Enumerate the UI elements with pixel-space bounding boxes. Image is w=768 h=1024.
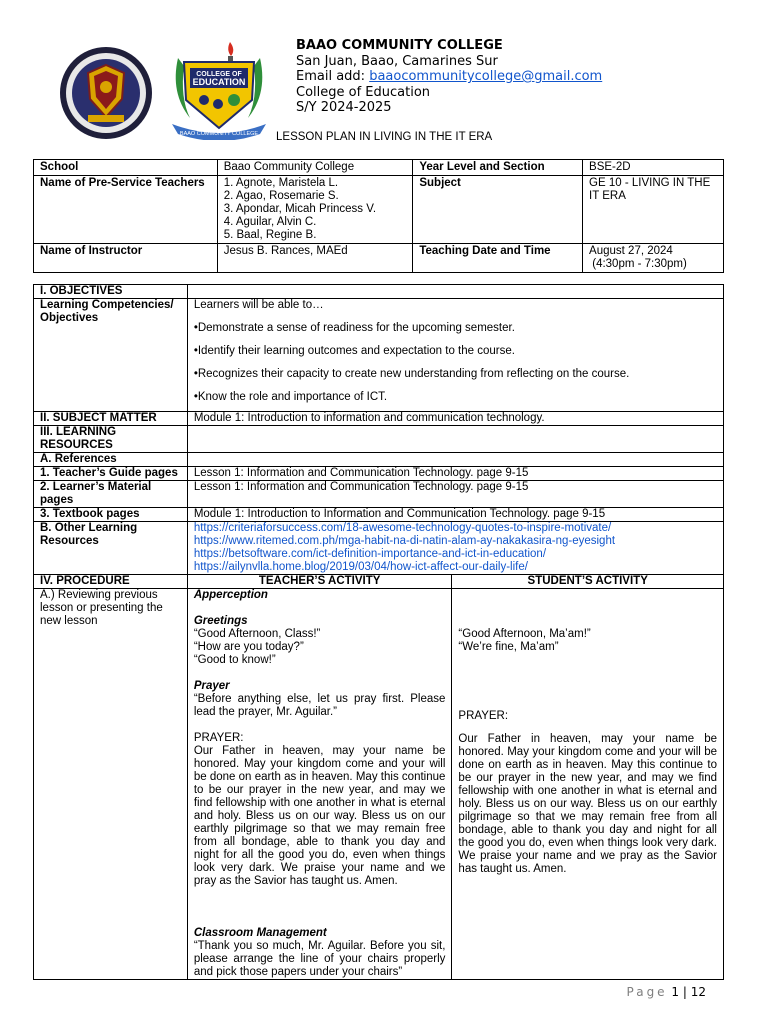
table-row (34, 299, 724, 412)
procedure-label: IV. PROCEDURE (34, 575, 188, 589)
year-label: Year Level and Section (413, 160, 583, 176)
teachers-guide-label: 1. Teacher’s Guide pages (34, 467, 188, 481)
resource-link[interactable]: https://www.ritemed.com.ph/mga-habit-na-di-natin-alam-ay-nakakasira-ng-eyesight (193, 535, 616, 547)
school-value: Baao Community College (217, 160, 413, 176)
college-name: BAAO COMMUNITY COLLEGE (296, 38, 503, 53)
email-label: Email add: (296, 69, 370, 84)
classroom-management-title: Classroom Management (193, 927, 327, 939)
student-prayer-label: PRAYER: (458, 710, 509, 722)
competencies-label: Learning Competencies/ Objectives (34, 299, 188, 412)
lesson-plan-title: LESSON PLAN IN LIVING IN THE IT ERA (276, 131, 493, 143)
teachers-guide-value: Lesson 1: Information and Communication Technology. page 9-15 (187, 467, 723, 481)
teacher-greet-2: “How are you today?” (193, 641, 304, 653)
college-of-education-logo (160, 38, 278, 140)
resources-label: III. LEARNING RESOURCES (34, 426, 188, 453)
date-label: Teaching Date and Time (413, 244, 583, 273)
list-item: 2. Agao, Rosemarie S. (223, 190, 339, 202)
table-row (34, 285, 724, 299)
student-activity-cell (452, 589, 724, 980)
page-number: 1 (671, 985, 680, 999)
svg-text:BAAO COMMUNITY COLLEGE: BAAO COMMUNITY COLLEGE (179, 131, 259, 137)
instructor-value: Jesus B. Rances, MAEd (217, 244, 413, 273)
textbook-label: 3. Textbook pages (34, 508, 188, 522)
learners-material-label: 2. Learner’s Material pages (34, 481, 188, 508)
objectives-header-cell (187, 285, 723, 299)
list-item: 5. Baal, Regine B. (223, 229, 317, 241)
teacher-prayer-label: PRAYER: (193, 732, 244, 744)
department: College of Education (296, 84, 431, 100)
objectives-intro: Learners will be able to… (193, 299, 324, 311)
table-row (34, 575, 724, 589)
table-row (34, 412, 724, 426)
teacher-greet-3: “Good to know!” (193, 654, 276, 666)
teacher-greet-1: “Good Afternoon, Class!” (193, 628, 321, 640)
objectives-label: I. OBJECTIVES (34, 285, 188, 299)
textbook-value: Module 1: Introduction to Information and Communication Technology. page 9-15 (187, 508, 723, 522)
instructor-label: Name of Instructor (34, 244, 218, 273)
teacher-activity-cell (187, 589, 452, 980)
greetings-title: Greetings (193, 615, 248, 627)
other-resources-label: B. Other Learning Resources (34, 522, 188, 575)
objectives-cell (187, 299, 723, 412)
resource-link[interactable]: https://ailynvlla.home.blog/2019/03/04/how-ict-affect-our-daily-life/ (193, 561, 528, 573)
apperception-title: Apperception (193, 589, 268, 601)
table-row (34, 481, 724, 508)
email-link[interactable]: baaocommunitycollege@gmail.com (369, 69, 603, 84)
teacher-prayer-text: Our Father in heaven, may your name be honored. May your kingdom come and your will be done on earth as in heaven. May this continue to be our prayer in the new year, and may we find fellowship with one another in what is eternal and holy. Bless us on our way. Bless us on our earthly pilgrimage so that we may remain free from all bondage, able to thank you day and night for all the good you do, even when things look very dark. We praise your name and we pray as the Savior has taught us. Amen. (193, 745, 446, 887)
references-cell (187, 453, 723, 467)
prayer-title: Prayer (193, 680, 230, 692)
classroom-management-text: “Thank you so much, Mr. Aguilar. Before you sit, please arrange the line of your chairs properly and pick those papers under your chairs” (193, 940, 446, 978)
list-item: 1. Agnote, Maristela L. (223, 177, 339, 189)
lesson-plan-table (33, 284, 724, 980)
school-header (296, 38, 602, 116)
resources-cell (187, 426, 723, 453)
page-word: Page (626, 985, 668, 999)
table-row (34, 244, 724, 273)
teachers-list (217, 176, 413, 244)
time-value: (4:30pm - 7:30pm) (589, 258, 687, 270)
other-resources-links (187, 522, 723, 575)
objective-item: •Demonstrate a sense of readiness for the upcoming semester. (193, 322, 515, 334)
objective-item: •Recognizes their capacity to create new understanding from reflecting on the course. (193, 368, 630, 380)
objective-item: •Identify their learning outcomes and expectation to the course. (193, 345, 515, 357)
svg-text:COLLEGE OF: COLLEGE OF (196, 71, 242, 78)
student-activity-header: STUDENT’S ACTIVITY (452, 575, 724, 589)
table-row (34, 426, 724, 453)
svg-text:EDUCATION: EDUCATION (192, 77, 246, 87)
review-label: A.) Reviewing previous lesson or presenting the new lesson (34, 589, 188, 980)
list-item: 4. Aguilar, Alvin C. (223, 216, 317, 228)
table-row (34, 522, 724, 575)
page-separator: | (679, 985, 691, 999)
table-row (34, 160, 724, 176)
table-row (34, 467, 724, 481)
student-greet-2: “We’re fine, Ma’am” (458, 641, 559, 653)
info-table (33, 159, 724, 273)
teachers-label: Name of Pre-Service Teachers (34, 176, 218, 244)
objective-item: •Know the role and importance of ICT. (193, 391, 388, 403)
subject-matter-label: II. SUBJECT MATTER (34, 412, 188, 426)
total-pages: 12 (690, 985, 706, 999)
student-greet-1: “Good Afternoon, Ma’am!” (458, 628, 591, 640)
school-label: School (34, 160, 218, 176)
subject-label: Subject (413, 176, 583, 244)
learners-material-value: Lesson 1: Information and Communication Technology. page 9-15 (187, 481, 723, 508)
prayer-intro: “Before anything else, let us pray first. Please lead the prayer, Mr. Aguilar.” (193, 693, 446, 718)
table-row (34, 589, 724, 980)
year-value: BSE-2D (583, 160, 724, 176)
teacher-activity-header: TEACHER’S ACTIVITY (187, 575, 452, 589)
subject-matter-value: Module 1: Introduction to information and communication technology. (187, 412, 723, 426)
page-footer (627, 985, 706, 999)
subject-value: GE 10 - LIVING IN THE IT ERA (583, 176, 724, 244)
school-year: S/Y 2024-2025 (296, 100, 392, 115)
table-row (34, 508, 724, 522)
resource-link[interactable]: https://betsoftware.com/ict-definition-importance-and-ict-in-education/ (193, 548, 547, 560)
references-label: A. References (34, 453, 188, 467)
table-row (34, 176, 724, 244)
table-row (34, 453, 724, 467)
email-line (296, 69, 602, 85)
resource-link[interactable]: https://criteriaforsuccess.com/18-awesome-technology-quotes-to-inspire-motivate/ (193, 522, 612, 534)
college-address: San Juan, Baao, Camarines Sur (296, 53, 498, 69)
list-item: 3. Apondar, Micah Princess V. (223, 203, 377, 215)
date-value: August 27, 2024 (589, 245, 673, 257)
student-prayer-text: Our Father in heaven, may your name be honored. May your kingdom come and your will be done on earth as in heaven. May this continue to be our prayer in the new year, and may we find fellowship with one another in what is eternal and holy. Bless us on our way. Bless us on our earthly pilgrimage so that we may remain free from all bondage, able to thank you day and night for all the good you do, even when things look very dark. We praise your name and we pray as the Savior has taught us. Amen. (458, 733, 717, 875)
date-time (583, 244, 724, 273)
bcc-seal-logo (58, 45, 154, 141)
